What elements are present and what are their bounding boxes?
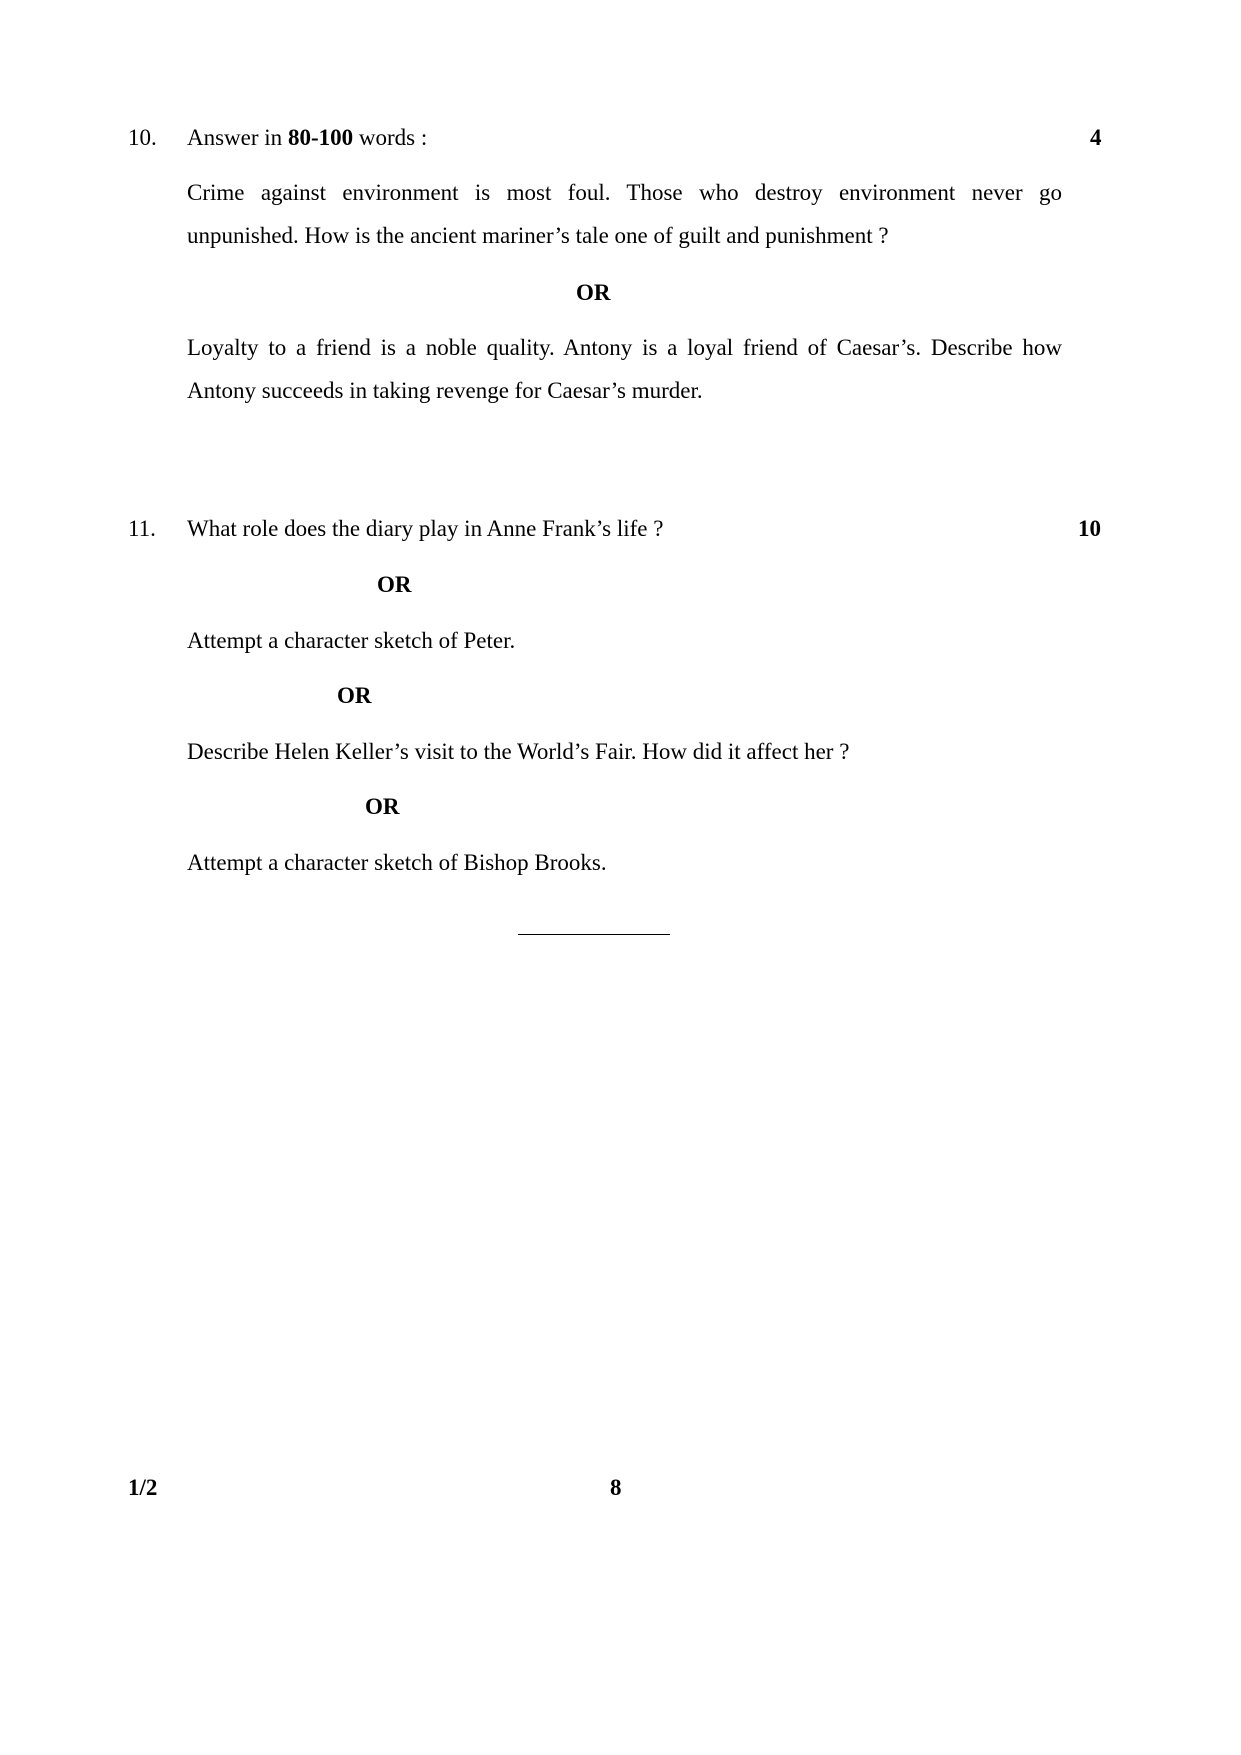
q10-marks: 4 [1090,125,1102,150]
q10-word-range: 80-100 [287,125,354,150]
q10-prompt-tail: words : [358,125,428,150]
q11-option-4: Attempt a character sketch of Bishop Brooks. [187,850,607,875]
page-number: 8 [610,1475,622,1500]
q10-prompt [187,124,427,152]
q10-option-a: Crime against environment is most foul. Those who destroy environment never go unpunished. How is the ancient mariner’s tale one of guilt and punishment ? [187,180,1062,248]
q11-question: What role does the diary play in Anne Frank’s life ? [187,516,664,541]
q10-or-separator: OR [576,280,611,305]
q11-or-separator-2: OR [337,683,372,708]
q11-option-3: Describe Helen Keller’s visit to the World’s Fair. How did it affect her ? [187,739,850,764]
q11-number: 11. [128,516,156,541]
paper-code: 1/2 [128,1475,158,1500]
q10-prompt-lead: Answer in [187,125,283,150]
q11-marks: 10 [1078,516,1101,541]
q11-or-separator-1: OR [377,572,412,597]
end-rule [518,934,670,935]
q10-number: 10. [128,125,157,150]
q11-or-separator-3: OR [365,794,400,819]
q10-option-b: Loyalty to a friend is a noble quality. Antony is a loyal friend of Caesar’s. Describe how Antony succeeds in taking revenge for Caesar’s murder. [187,335,1062,403]
q11-option-2: Attempt a character sketch of Peter. [187,628,516,653]
